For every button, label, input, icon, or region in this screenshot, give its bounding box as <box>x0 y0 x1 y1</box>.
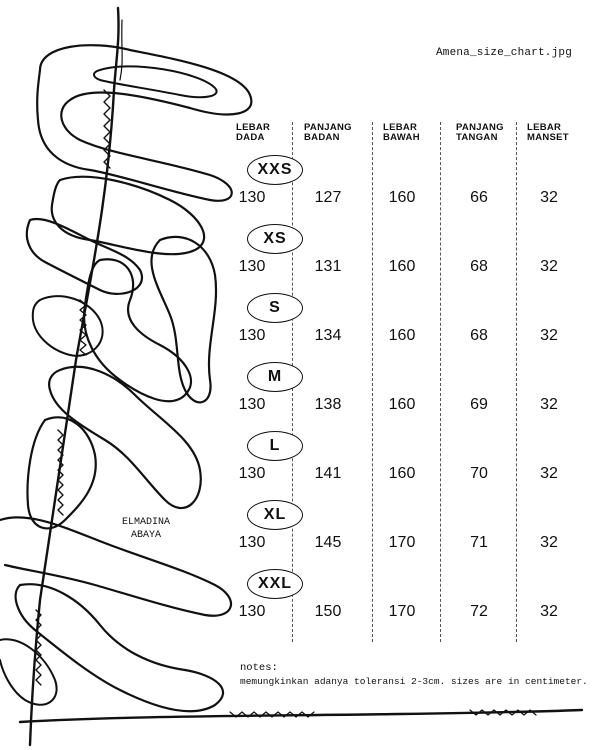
size-badge-xxs: XXS <box>247 155 303 185</box>
value-lebar-dada: 130 <box>238 603 266 620</box>
value-panjang-badan: 150 <box>314 603 342 620</box>
column-header-lebar-manset <box>527 123 569 143</box>
value-lebar-bawah: 160 <box>388 189 416 206</box>
value-lebar-manset: 32 <box>540 258 558 275</box>
value-lebar-dada: 130 <box>238 534 266 551</box>
size-badge-m: M <box>247 362 303 392</box>
size-badge-xs: XS <box>247 224 303 254</box>
notes-block <box>240 662 588 688</box>
brand-label <box>108 516 184 542</box>
column-header-line: LEBAR <box>236 122 271 133</box>
value-lebar-bawah: 170 <box>388 534 416 551</box>
value-lebar-manset: 32 <box>540 603 558 620</box>
brand-line: ABAYA <box>130 530 161 541</box>
value-lebar-bawah: 160 <box>388 327 416 344</box>
value-panjang-tangan: 68 <box>470 327 488 344</box>
value-lebar-bawah: 160 <box>388 396 416 413</box>
size-badge-xxl: XXL <box>247 569 303 599</box>
brand-line: ELMADINA <box>121 517 170 528</box>
column-header-panjang-badan <box>304 123 352 143</box>
column-header-lebar-dada <box>236 123 270 143</box>
value-lebar-bawah: 160 <box>388 258 416 275</box>
notes-text: memungkinkan adanya toleransi 2-3cm. sizes are in centimeter. <box>240 676 588 687</box>
column-header-line: DADA <box>236 132 265 143</box>
value-lebar-manset: 32 <box>540 189 558 206</box>
size-badge-xl: XL <box>247 500 303 530</box>
size-row-s <box>0 327 600 347</box>
value-panjang-tangan: 72 <box>470 603 488 620</box>
value-lebar-bawah: 160 <box>388 465 416 482</box>
size-row-xxl <box>0 603 600 623</box>
notes-title: notes: <box>240 662 278 674</box>
value-panjang-badan: 138 <box>314 396 342 413</box>
value-panjang-tangan: 68 <box>470 258 488 275</box>
size-row-m <box>0 396 600 416</box>
column-header-line: LEBAR <box>527 122 562 133</box>
value-panjang-tangan: 69 <box>470 396 488 413</box>
value-lebar-bawah: 170 <box>388 603 416 620</box>
column-header-line: PANJANG <box>304 122 352 133</box>
size-row-xs <box>0 258 600 278</box>
size-badge-l: L <box>247 431 303 461</box>
column-header-line: MANSET <box>527 132 569 143</box>
size-row-l <box>0 465 600 485</box>
size-row-xxs <box>0 189 600 209</box>
value-lebar-dada: 130 <box>238 258 266 275</box>
value-panjang-badan: 141 <box>314 465 342 482</box>
column-header-line: LEBAR <box>383 122 418 133</box>
value-panjang-tangan: 70 <box>470 465 488 482</box>
value-lebar-manset: 32 <box>540 327 558 344</box>
size-row-xl <box>0 534 600 554</box>
value-panjang-badan: 131 <box>314 258 342 275</box>
value-panjang-badan: 145 <box>314 534 342 551</box>
value-lebar-manset: 32 <box>540 465 558 482</box>
value-lebar-dada: 130 <box>238 465 266 482</box>
value-lebar-dada: 130 <box>238 327 266 344</box>
value-lebar-dada: 130 <box>238 396 266 413</box>
column-header-line: BAWAH <box>383 132 420 143</box>
column-header-line: BADAN <box>304 132 340 143</box>
filename-label: Amena_size_chart.jpg <box>435 47 572 59</box>
value-panjang-tangan: 66 <box>470 189 488 206</box>
value-lebar-manset: 32 <box>540 396 558 413</box>
value-lebar-manset: 32 <box>540 534 558 551</box>
column-header-panjang-tangan <box>456 123 504 143</box>
value-panjang-badan: 134 <box>314 327 342 344</box>
value-panjang-badan: 127 <box>314 189 342 206</box>
value-panjang-tangan: 71 <box>470 534 488 551</box>
column-header-line: PANJANG <box>456 122 504 133</box>
size-badge-s: S <box>247 293 303 323</box>
column-header-line: TANGAN <box>456 132 498 143</box>
value-lebar-dada: 130 <box>238 189 266 206</box>
column-header-lebar-bawah <box>383 123 420 143</box>
